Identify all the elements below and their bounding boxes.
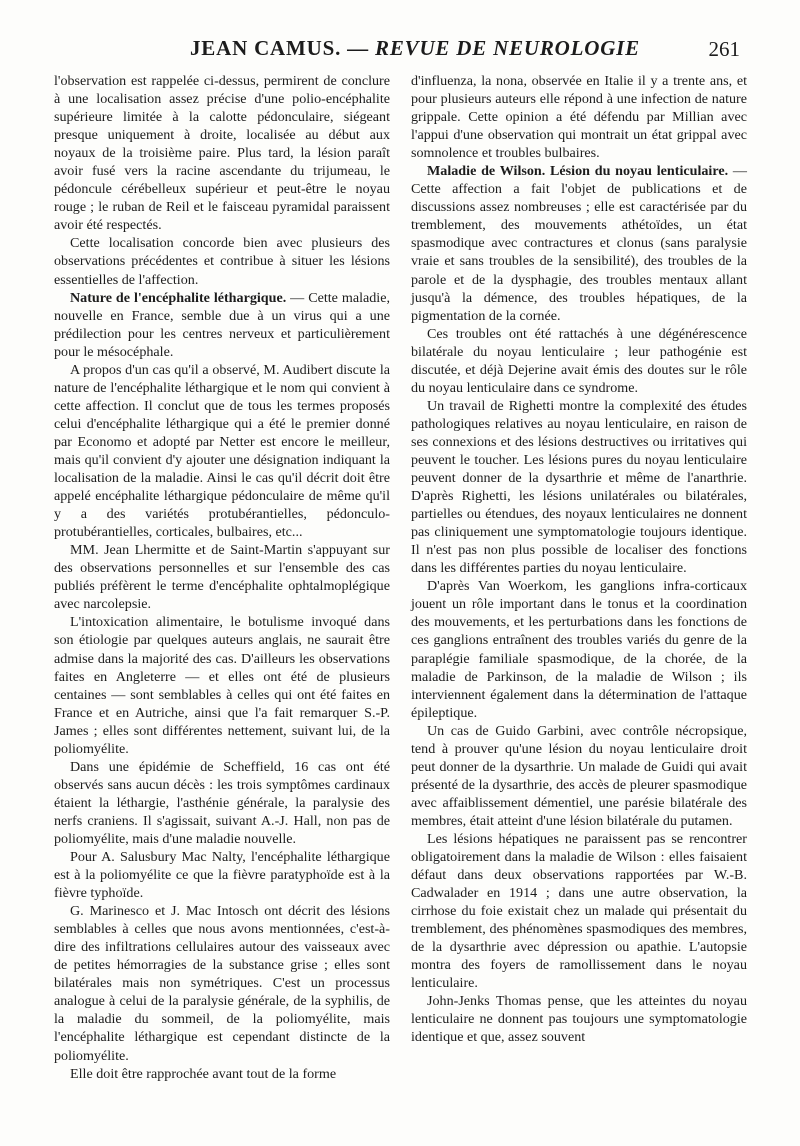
right-text-column bbox=[411, 72, 747, 1047]
paragraph-text: Dans une épidémie de Scheffield, 16 cas ont été observés sans aucun décès : les trois symptômes cardinaux étaient la léthargie, l'asthénie générale, la paralysie des nerfs craniens. Il s'agissait, suivant A.-J. Hall, non pas de poliomyélite, mais d'une maladie nouvelle. bbox=[54, 758, 390, 847]
paragraph bbox=[411, 162, 747, 324]
paragraph-text: Pour A. Salusbury Mac Nalty, l'encéphalite léthargique est à la poliomyélite ce que la fièvre paratyphoïde est à la fièvre typhoïde. bbox=[54, 849, 390, 902]
paragraph-text: l'observation est rappelée ci-dessus, permirent de conclure à une localisation assez précise d'une polio-encéphalite supérieure limitée à la calotte pédonculaire, siégeant presque uniquement à droite, localisée au début aux noyaux de la troisième paire. Plus tard, la lésion paraît avoir fusé vers la racine ascendante du trijumeau, le pédoncule cérébelleux supérieur et peut-être le noyau rouge ; le ruban de Reil et le faisceau pyramidal paraissent avoir été respectés. bbox=[54, 73, 390, 234]
paragraph-text: — Cette maladie, nouvelle en France, semble due à un virus qui a une prédilection pour les centres nerveux et particulièrement pour le mésocéphale. bbox=[54, 289, 390, 360]
journal-title: REVUE DE NEUROLOGIE bbox=[375, 36, 640, 60]
paragraph bbox=[411, 397, 747, 577]
paragraph bbox=[54, 758, 390, 848]
paragraph bbox=[54, 541, 390, 613]
paragraph bbox=[411, 72, 747, 162]
paragraph bbox=[54, 289, 390, 361]
paragraph bbox=[411, 325, 747, 397]
running-title bbox=[190, 36, 640, 61]
paragraph-text: G. Marinesco et J. Mac Intosch ont décrit des lésions semblables à celles que nous avons mentionnées, c'est-à-dire des infiltrations cellulaires autour des vaisseaux avec de petites hémorragies de la substance grise ; elles sont bilatérales mais non symétriques. C'est un processus analogue à celui de la paralysie générale, de la syphilis, de la maladie du sommeil, de la poliomyélite, mais l'encéphalite léthargique est cependant distincte de la poliomyélite. bbox=[54, 903, 390, 1064]
paragraph-text: Elle doit être rapprochée avant tout de la forme bbox=[70, 1065, 337, 1082]
paragraph bbox=[411, 577, 747, 721]
paragraph-text: L'intoxication alimentaire, le botulisme invoqué dans son étiologie par quelques auteurs anglais, ne saurait être admise dans la majorité des cas. D'ailleurs les observations faites en Angleterre — et elles ont été de plusieurs centaines — sont semblables à celles qui ont été faites en France et en Autriche, ainsi que l'a fait remarquer S.-P. James ; elles sont différentes nettement, suivant lui, de la poliomyélite. bbox=[54, 614, 390, 757]
paragraph bbox=[411, 722, 747, 830]
page-header bbox=[60, 36, 740, 68]
paragraph bbox=[54, 848, 390, 902]
paragraph-text: John-Jenks Thomas pense, que les atteintes du noyau lenticulaire ne donnent pas toujours une symptomatologie identique et que, assez souvent bbox=[411, 993, 747, 1046]
paragraph bbox=[54, 1065, 390, 1083]
page-number: 261 bbox=[708, 37, 740, 61]
paragraph bbox=[54, 613, 390, 757]
paragraph bbox=[411, 830, 747, 992]
paragraph-text: d'influenza, la nona, observée en Italie il y a trente ans, et pour plusieurs auteurs elle répond à une infection de nature grippale. Cette opinion a été défendu par Millian avec l'appui d'une observation qui montrait un état grippal avec somnolence et troubles bulbaires. bbox=[411, 73, 747, 162]
paragraph bbox=[54, 234, 390, 288]
paragraph-text: — Cette affection a fait l'objet de publications et de discussions assez nombreuses ; elle est caractérisée par du tremblement, des mouvements athétoïdes, un état spasmodique avec contractures et clonus (sans paralysie vraie et sans troubles de la sensibilité), des troubles de la parole et de la dysphagie, des troubles mentaux allant jusqu'à la démence, des troubles hépatiques, de la pigmentation de la cornée. bbox=[411, 163, 748, 324]
left-text-column bbox=[54, 72, 390, 1083]
paragraph-text: Un cas de Guido Garbini, avec contrôle nécropsique, tend à prouver qu'une lésion du noyau lenticulaire droit peut donner de la dysarthrie. Un malade de Guidi qui avait présenté de la dysarthrie, des accès de pleurer spasmodique avec affaiblissement démentiel, une parésie bilatérale des membres, était atteint d'une lésion bilatérale du putamen. bbox=[411, 722, 747, 829]
section-heading: Maladie de Wilson. Lésion du noyau lenticulaire. bbox=[427, 163, 729, 180]
paragraph bbox=[411, 992, 747, 1046]
section-heading: Nature de l'encéphalite léthargique. bbox=[70, 289, 287, 306]
paragraph-text: D'après Van Woerkom, les ganglions infra-corticaux jouent un rôle important dans le tonus et la coordination des mouvements, et les perturbations dans les fonctions de ces ganglions entraînent des troubles variés du genre de la paraplégie familiale spasmodique, de la chorée, de la maladie de Parkinson, de la maladie de Wilson ; ils interviennent également dans la détermination de l'attaque épileptique. bbox=[411, 578, 747, 721]
paragraph-text: Un travail de Righetti montre la complexité des études pathologiques relatives au noyau lenticulaire, en raison de ses connexions et des lésions destructives ou irritatives qui peuvent le toucher. Les lésions pures du noyau lenticulaire peuvent donner de la dysarthrie et même de l'anarthrie. D'après Righetti, les lésions unilatérales ou bilatérales, partielles ou étendues, des noyaux lenticulaires ne donnent pas cliniquement une symptomatologie toujours identique. Il n'est pas non plus possible de localiser des fonctions dans les différentes parties du noyau lenticulaire. bbox=[411, 397, 747, 577]
paragraph bbox=[54, 72, 390, 234]
paragraph bbox=[54, 902, 390, 1064]
author-name: JEAN CAMUS. — bbox=[190, 36, 369, 60]
paragraph-text: A propos d'un cas qu'il a observé, M. Audibert discute la nature de l'encéphalite léthargique et le nom qui convient à cette affection. Il conclut que de tous les termes proposés celui d'encéphalite léthargique qui a été le premier donné par Economo et adopté par Netter est encore le meilleur, mais qu'il convient d'y ajouter une désignation indiquant la localisation de la maladie. Ainsi le cas qu'il décrit doit être appelé encéphalite léthargique pédonculaire de même qu'il y a des variétés protubérantielles, pédonculo-protubérantielles, corticales, bulbaires, etc... bbox=[54, 361, 390, 541]
paragraph bbox=[54, 361, 390, 541]
paragraph-text: Cette localisation concorde bien avec plusieurs des observations précédentes et contribue à situer les lésions essentielles de l'affection. bbox=[54, 235, 390, 288]
paragraph-text: Les lésions hépatiques ne paraissent pas se rencontrer obligatoirement dans la maladie de Wilson : elles faisaient défaut dans deux observations rapportées par W.-B. Cadwalader en 1914 ; dans une autre observation, la cirrhose du foie existait chez un malade qui présentait du tremblement, des phénomènes spasmodiques des membres, de la dysarthrie avec dépression ou apathie. L'autopsie montra des foyers de ramollissement dans le noyau lenticulaire. bbox=[411, 830, 747, 992]
paragraph-text: MM. Jean Lhermitte et de Saint-Martin s'appuyant sur des observations personnelles et sur l'ensemble des cas publiés préfèrent le terme d'encéphalite ophtalmoplégique avec narcolepsie. bbox=[54, 542, 390, 613]
paragraph-text: Ces troubles ont été rattachés à une dégénérescence bilatérale du noyau lenticulaire ; leur pathogénie est discutée, et déjà Dejerine avait émis des doutes sur le rôle du noyau lenticulaire dans ce syndrome. bbox=[411, 325, 747, 396]
